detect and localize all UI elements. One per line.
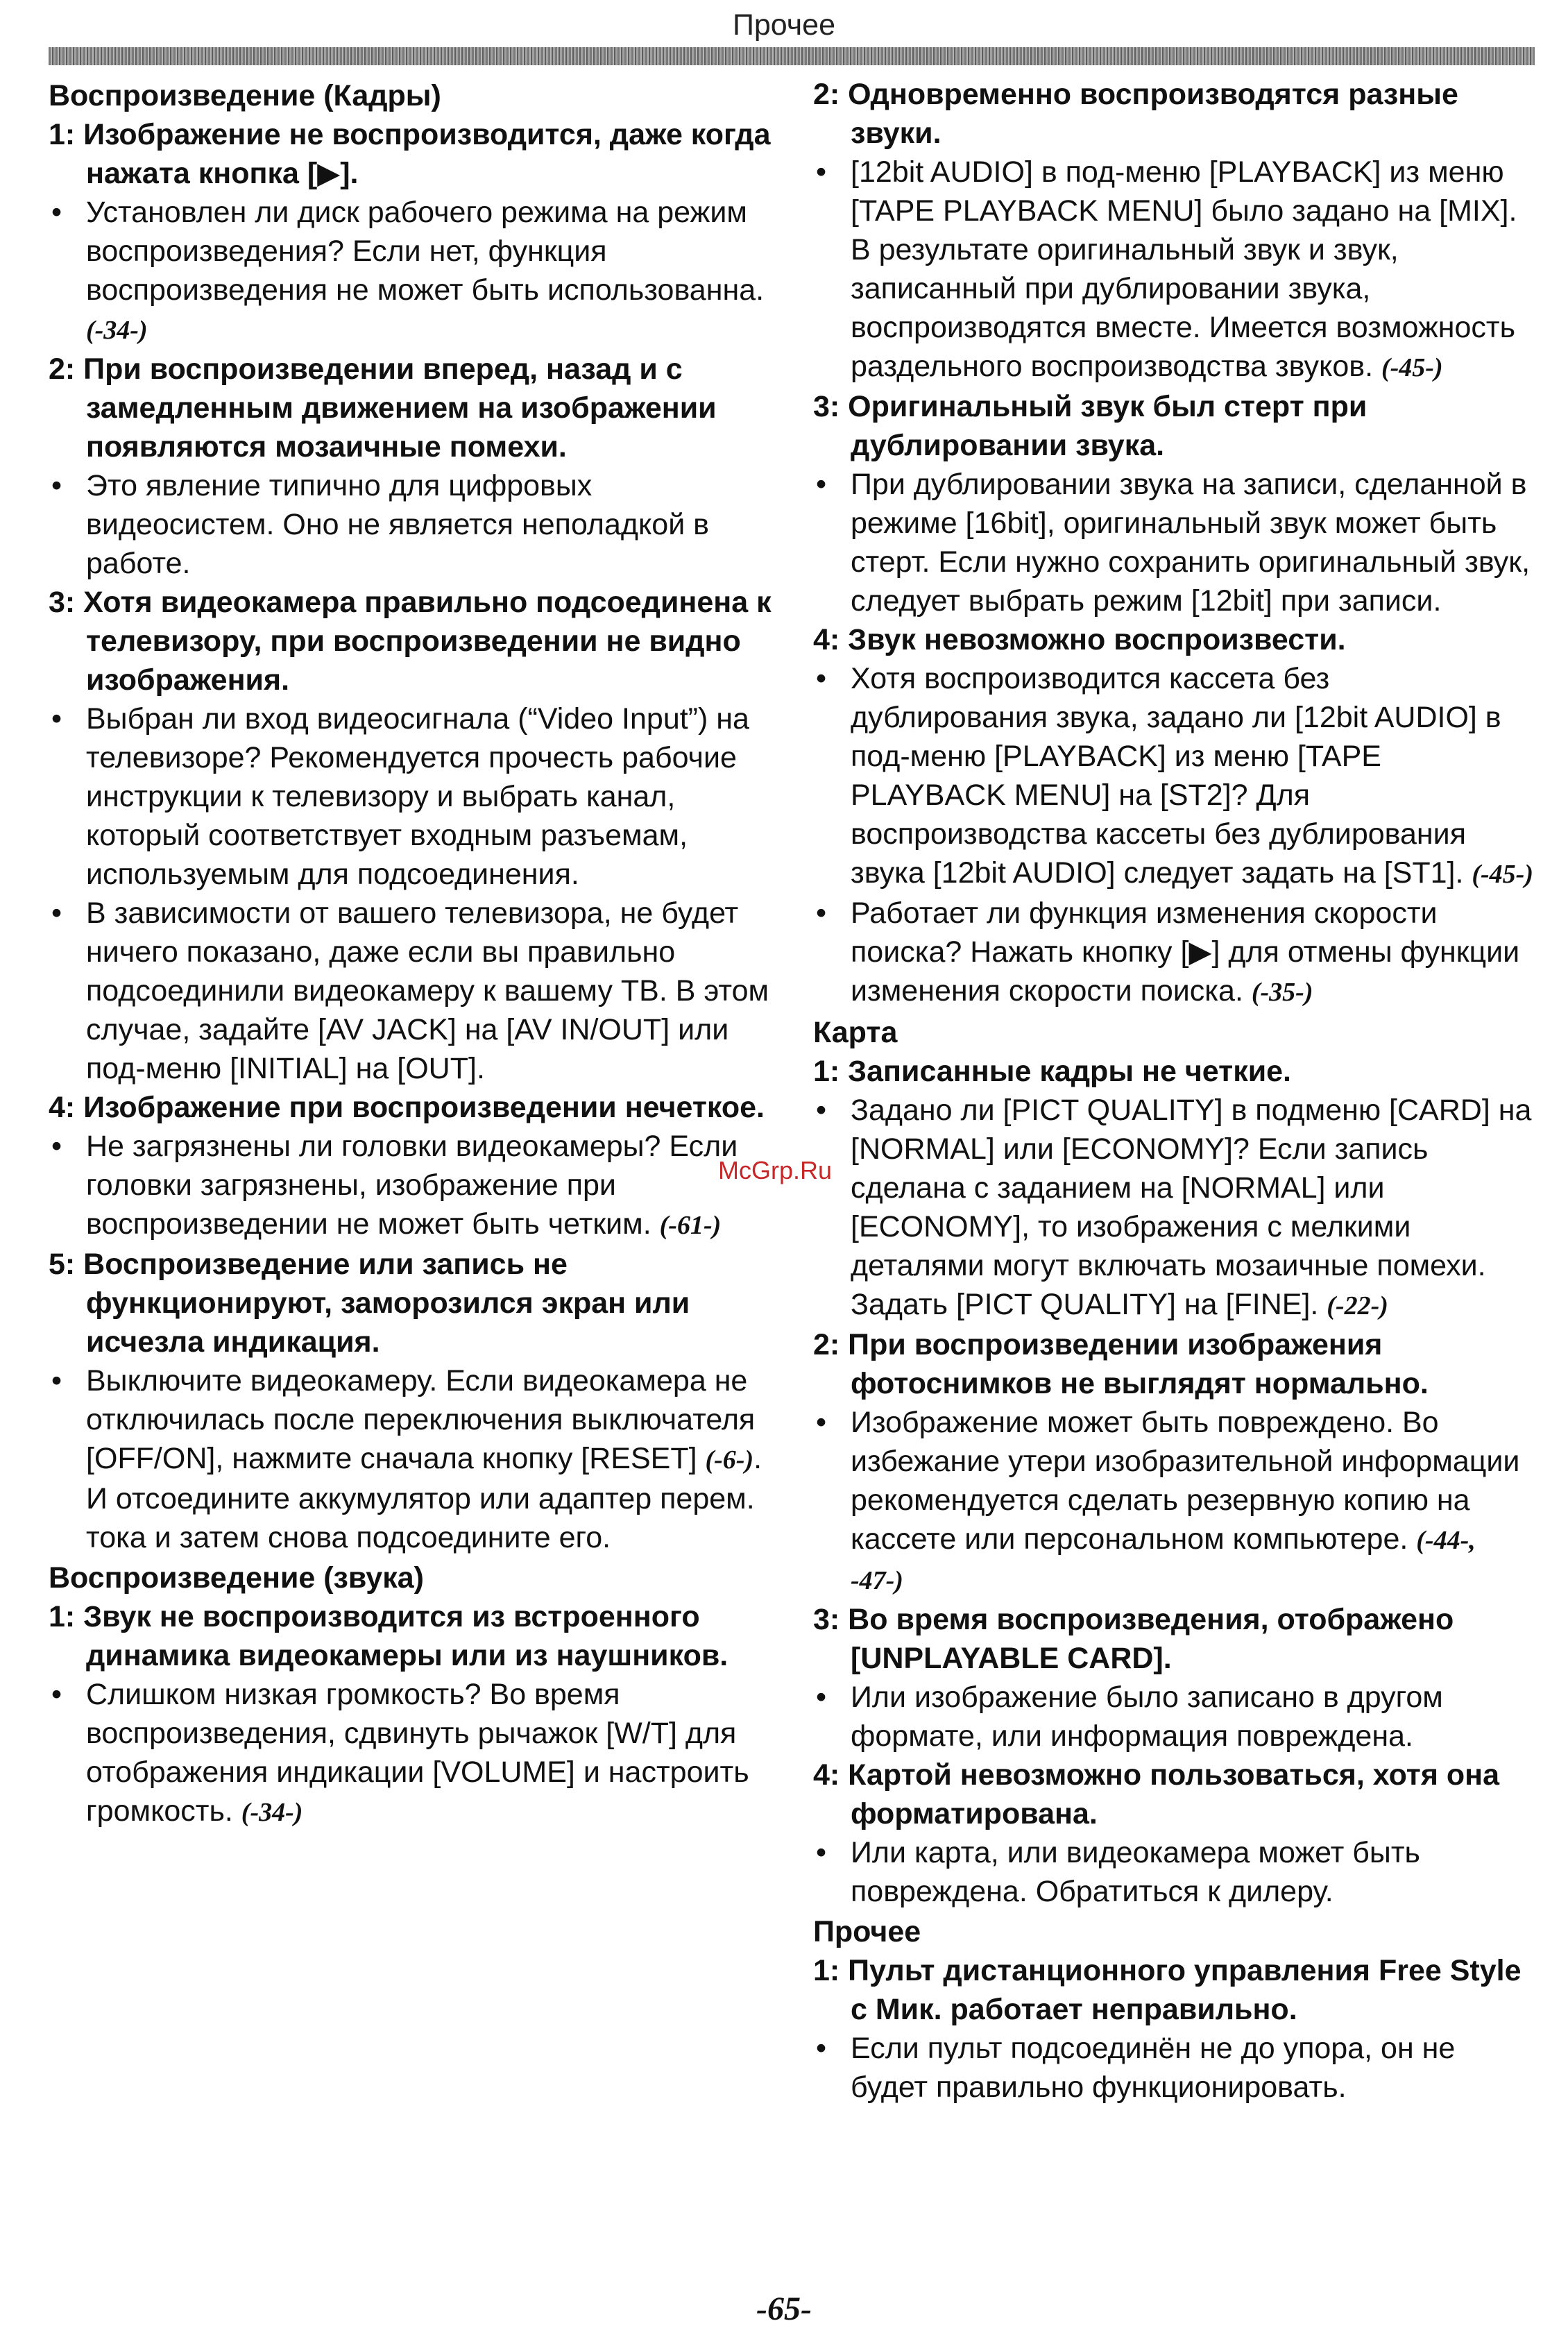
answer-bullet: • Работает ли функция изменения скорости поиска? Нажать кнопку [▶] для отмены функции изменения скорости поиска. (-35-)	[813, 894, 1535, 1012]
page-reference: (-34-)	[86, 316, 148, 345]
page-header-title: Прочее	[732, 8, 836, 42]
question-heading: 3: Хотя видеокамера правильно подсоединена к телевизору, при воспроизведении не видно изображения.	[49, 586, 772, 697]
question-heading: 1: Пульт дистанционного управления Free Style с Мик. работает неправильно.	[813, 1954, 1522, 2026]
question-heading: 3: Оригинальный звук был стерт при дублировании звука.	[813, 390, 1367, 462]
section-title-playback-frames: Воспроизведение (Кадры)	[49, 79, 441, 112]
answer-bullet: • Или карта, или видеокамера может быть повреждена. Обратиться к дилеру.	[813, 1833, 1535, 1911]
page-reference: (-34-)	[241, 1798, 303, 1827]
answer-bullet: • Не загрязнены ли головки видеокамеры? Если головки загрязнены, изображение при воспроизведении не может быть четким. (-61-)	[49, 1127, 774, 1245]
question-heading: 1: Изображение не воспроизводится, даже когда нажата кнопка [▶].	[49, 118, 771, 190]
answer-bullet: • При дублировании звука на записи, сделанной в режиме [16bit], оригинальный звук может быть стерт. Если нужно сохранить оригинальный звук, следует выбрать режим [12bit] при записи.	[813, 465, 1535, 620]
left-column	[49, 75, 774, 1832]
question-heading: 1: Записанные кадры не четкие.	[813, 1055, 1292, 1088]
page-reference: (-22-)	[1327, 1291, 1388, 1320]
question-heading: 4: Картой невозможно пользоваться, хотя она форматирована.	[813, 1758, 1500, 1830]
right-column	[813, 75, 1535, 2107]
watermark: McGrp.Ru	[718, 1156, 833, 1184]
answer-bullet: • Или изображение было записано в другом формате, или информация повреждена.	[813, 1678, 1535, 1756]
question-heading: 2: При воспроизведении вперед, назад и с замедленным движением на изображении появляются мозаичные помехи.	[49, 352, 717, 464]
page-reference: (-35-)	[1251, 978, 1313, 1007]
answer-bullet: • Хотя воспроизводится кассета без дублирования звука, задано ли [12bit AUDIO] в под-меню [PLAYBACK] из меню [TAPE PLAYBACK MENU] на [ST2]? Для воспроизводства кассеты без дублирования звука [12bit AUDIO] следует задать на [ST1]. (-45-)	[813, 659, 1535, 894]
question-heading: 1: Звук не воспроизводится из встроенного динамика видеокамеры или из наушников.	[49, 1600, 728, 1672]
header-decorative-band	[49, 47, 1535, 65]
section-title-other: Прочее	[813, 1915, 921, 1948]
answer-bullet: • Это явление типично для цифровых видеосистем. Оно не является неполадкой в работе.	[49, 466, 774, 583]
question-heading: 4: Изображение при воспроизведении нечеткое.	[49, 1091, 765, 1124]
answer-bullet: • Задано ли [PICT QUALITY] в подменю [CARD] на [NORMAL] или [ECONOMY]? Если запись сделана с заданием на [NORMAL] или [ECONOMY], то изображения с мелкими деталями могут включать мозаичные помехи. Задать [PICT QUALITY] на [FINE]. (-22-)	[813, 1091, 1535, 1325]
question-heading: 2: При воспроизведении изображения фотоснимков не выглядят нормально.	[813, 1328, 1429, 1400]
page-reference: (-45-)	[1381, 353, 1443, 382]
page-reference: (-45-)	[1472, 860, 1533, 889]
question-heading: 2: Одновременно воспроизводятся разные звуки.	[813, 78, 1458, 150]
section-title-card: Карта	[813, 1016, 898, 1049]
question-heading: 4: Звук невозможно воспроизвести.	[813, 623, 1346, 656]
question-heading: 5: Воспроизведение или запись не функционируют, заморозился экран или исчезла индикация.	[49, 1248, 690, 1359]
answer-bullet: • Выключите видеокамеру. Если видеокамера не отключилась после переключения выключателя [OFF/ON], нажмите сначала кнопку [RESET] (-6-). И отсоедините аккумулятор или адаптер перем. тока и затем снова подсоедините его.	[49, 1361, 774, 1557]
answer-bullet: • Если пульт подсоединён не до упора, он не будет правильно функционировать.	[813, 2029, 1535, 2107]
section-title-playback-sound: Воспроизведение (звука)	[49, 1561, 424, 1595]
answer-bullet: • [12bit AUDIO] в под-меню [PLAYBACK] из меню [TAPE PLAYBACK MENU] было задано на [MIX]. В результате оригинальный звук и звук, записанный при дублировании звука, воспроизводятся вместе. Имеется возможность раздельного воспроизводства звуков. (-45-)	[813, 153, 1535, 387]
answer-bullet: • Выбран ли вход видеосигнала (“Video Input”) на телевизоре? Рекомендуется прочесть рабочие инструкции к телевизору и выбрать канал, который соответствует входным разъемам, используемым для подсоединения.	[49, 699, 774, 894]
answer-bullet: • В зависимости от вашего телевизора, не будет ничего показано, даже если вы правильно подсоединили видеокамеру к вашему ТВ. В этом случае, задайте [AV JACK] на [AV IN/OUT] или под-меню [INITIAL] на [OUT].	[49, 894, 774, 1088]
page-reference: (-6-)	[705, 1445, 754, 1475]
question-heading: 3: Во время воспроизведения, отображено [UNPLAYABLE CARD].	[813, 1603, 1454, 1675]
answer-bullet: • Слишком низкая громкость? Во время воспроизведения, сдвинуть рычажок [W/T] для отображения индикации [VOLUME] и настроить громкость. (-34-)	[49, 1675, 774, 1832]
page-reference: (-61-)	[659, 1211, 722, 1240]
page-reference: (-44-, -47-)	[851, 1526, 1476, 1595]
answer-bullet: • Установлен ли диск рабочего режима на режим воспроизведения? Если нет, функция воспроизведения не может быть использованна. (-34-)	[49, 193, 774, 350]
page-number: -65-	[756, 2291, 812, 2327]
answer-bullet: • Изображение может быть повреждено. Во избежание утери изобразительной информации рекомендуется сделать резервную копию на кассете или персональном компьютере. (-44-, -47-)	[813, 1403, 1535, 1600]
